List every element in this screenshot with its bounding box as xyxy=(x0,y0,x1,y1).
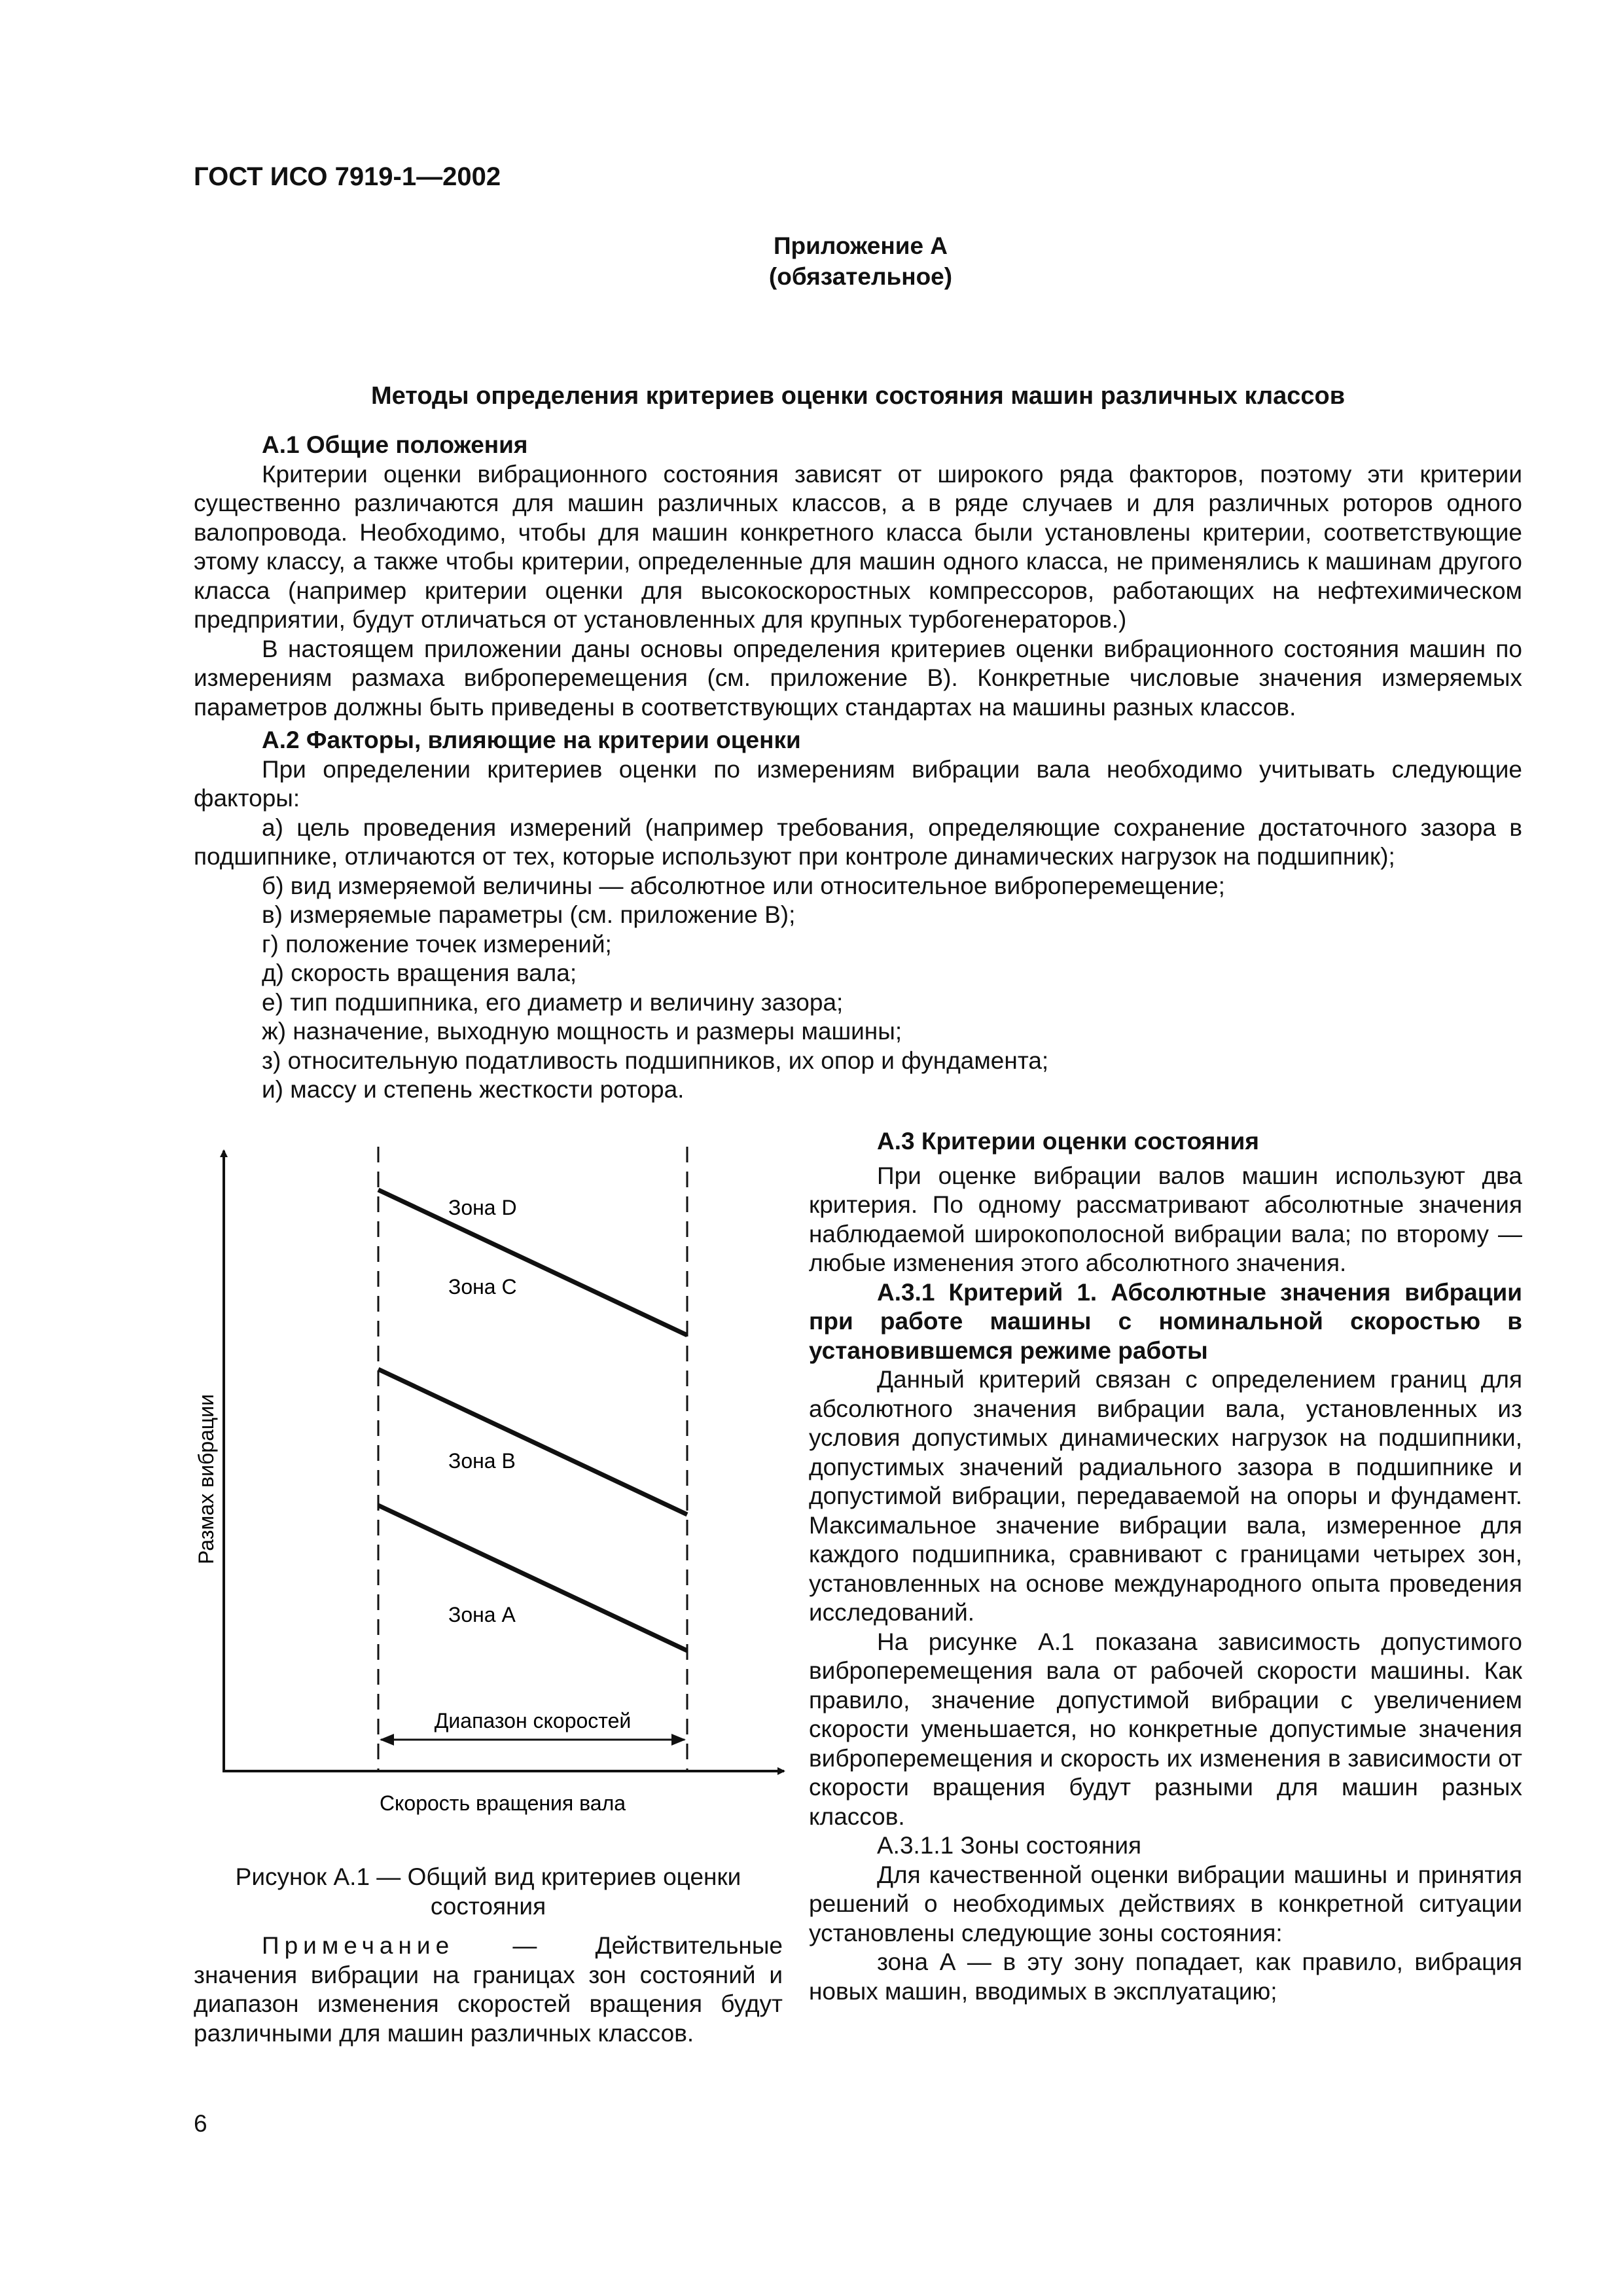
section-a1-heading: А.1 Общие положения xyxy=(262,431,528,458)
section-a311-heading: А.3.1.1 Зоны состояния xyxy=(877,1832,1142,1859)
speed-range-arrowhead-right xyxy=(671,1734,686,1746)
page-number: 6 xyxy=(194,2110,207,2137)
annex-subtitle: (обязательное) xyxy=(768,263,953,290)
speed-range-arrowhead-left xyxy=(380,1734,394,1746)
section-a2-intro: При определении критериев оценки по измерениям вибрации вала необходимо учитывать следующие факторы: xyxy=(194,755,1522,812)
zone-boundary-bc xyxy=(378,1369,687,1515)
speed-range-label: Диапазон скоростей xyxy=(434,1709,632,1732)
annex-heading xyxy=(0,230,1623,292)
zone-label-c: Зона C xyxy=(448,1275,517,1299)
list-item: а) цель проведения измерений (например требования, определяющие сохранение достаточного зазора в подшипнике, отличаются от тех, которые используют при контроле динамических нагрузок на подшипник); xyxy=(194,814,1522,870)
list-item: в) измеряемые параметры (см. приложение В); xyxy=(262,901,796,928)
section-a1-paragraph: Критерии оценки вибрационного состояния зависят от широкого ряда факторов, поэтому эти критерии существенно различаются для машин различных классов, а в ряде случаев и для различных роторов одного валопровода. Необходимо, чтобы для машин конкретного класса были установлены критерии, соответствующие этому классу, а также чтобы критерии, определенные для машин одного класса, не применялись к машинам другого класса (например критерии оценки для высокоскоростных компрессоров, работающих на нефтехимическом предприятии, будут отличаться от установленных для крупных турбогенераторов.) xyxy=(194,460,1522,633)
section-a3-paragraph: При оценке вибрации валов машин используют два критерия. По одному рассматривают абсолютные значения наблюдаемой широкополосной вибрации вала; по второму — любые изменения этого абсолютного значения. xyxy=(809,1162,1522,1276)
note-text: — Действительные значения вибрации на границах зон состояний и диапазон изменения скоростей вращения будут различными для машин различных классов. xyxy=(194,1932,783,2047)
figure-note xyxy=(194,1931,783,2048)
figure-a1-diagram xyxy=(183,1139,798,1846)
sections-a1-a2 xyxy=(194,431,1522,1105)
figure-caption-block xyxy=(194,1863,783,2048)
list-item: з) относительную податливость подшипников, их опор и фундамента; xyxy=(262,1047,1049,1074)
list-item: е) тип подшипника, его диаметр и величину зазора; xyxy=(262,988,844,1016)
zone-boundary-cd xyxy=(378,1190,687,1335)
section-a311-paragraph: Для качественной оценки вибрации машины и принятия решений о необходимых действиях в конкретной ситуации установлены следующие зоны состояния: xyxy=(809,1861,1522,1946)
zone-label-d: Зона D xyxy=(448,1196,517,1219)
list-item: г) положение точек измерений; xyxy=(262,930,612,958)
y-axis-label: Размах вибрации xyxy=(194,1394,218,1564)
section-a3-heading: А.3 Критерии оценки состояния xyxy=(877,1128,1259,1155)
note-label: Примечание xyxy=(262,1932,455,1959)
main-title: Методы определения критериев оценки состояния машин различных классов xyxy=(370,382,1346,410)
section-a2-heading: А.2 Факторы, влияющие на критерии оценки xyxy=(262,726,801,753)
x-axis-label: Скорость вращения вала xyxy=(379,1791,626,1815)
figure-caption: Рисунок А.1 — Общий вид критериев оценки состояния xyxy=(235,1863,741,1920)
document-code: ГОСТ ИСО 7919-1—2002 xyxy=(194,162,501,191)
section-a31-paragraph: На рисунке А.1 показана зависимость допустимого виброперемещения вала от рабочей скорости машины. Как правило, значение допустимой вибрации с увеличением скорости уменьшается, но конкретные допустимые значения виброперемещения и скорость их изменения в зависимости от скорости вращения будут разными для машин разных классов. xyxy=(809,1628,1522,1830)
zone-label-a: Зона A xyxy=(448,1603,516,1626)
list-item: и) массу и степень жесткости ротора. xyxy=(262,1076,685,1103)
section-a31-paragraph: Данный критерий связан с определением границ для абсолютного значения вибрации вала, установленных из условия допустимых динамических нагрузок на подшипники, допустимых значений радиального зазора в подшипнике и допустимой вибрации, передаваемой на опоры и фундамент. Максимальное значение вибрации вала, измеренное для каждого подшипника, сравнивают с границами четырех зон, установленных на основе международного опыта проведения исследований. xyxy=(809,1366,1522,1626)
zone-label-b: Зона B xyxy=(448,1449,516,1473)
section-a31-heading: А.3.1 Критерий 1. Абсолютные значения вибрации при работе машины с номинальной скоростью в установившемся режиме работы xyxy=(809,1278,1522,1364)
section-a311-paragraph: зона А — в эту зону попадает, как правило, вибрация новых машин, вводимых в эксплуатацию; xyxy=(809,1948,1522,2005)
zone-boundary-ab xyxy=(378,1505,687,1651)
section-a3 xyxy=(809,1127,1522,2006)
list-item: ж) назначение, выходную мощность и размеры машины; xyxy=(262,1018,902,1045)
list-item: д) скорость вращения вала; xyxy=(262,960,577,986)
section-a1-paragraph: В настоящем приложении даны основы определения критериев оценки вибрационного состояния машин по измерениям размаха виброперемещения (см. приложение В). Конкретные числовые значения измеряемых параметров должны быть приведены в соответствующих стандартах на машины разных классов. xyxy=(194,635,1522,721)
annex-title: Приложение А xyxy=(773,232,948,259)
list-item: б) вид измеряемой величины — абсолютное или относительное виброперемещение; xyxy=(262,872,1225,899)
